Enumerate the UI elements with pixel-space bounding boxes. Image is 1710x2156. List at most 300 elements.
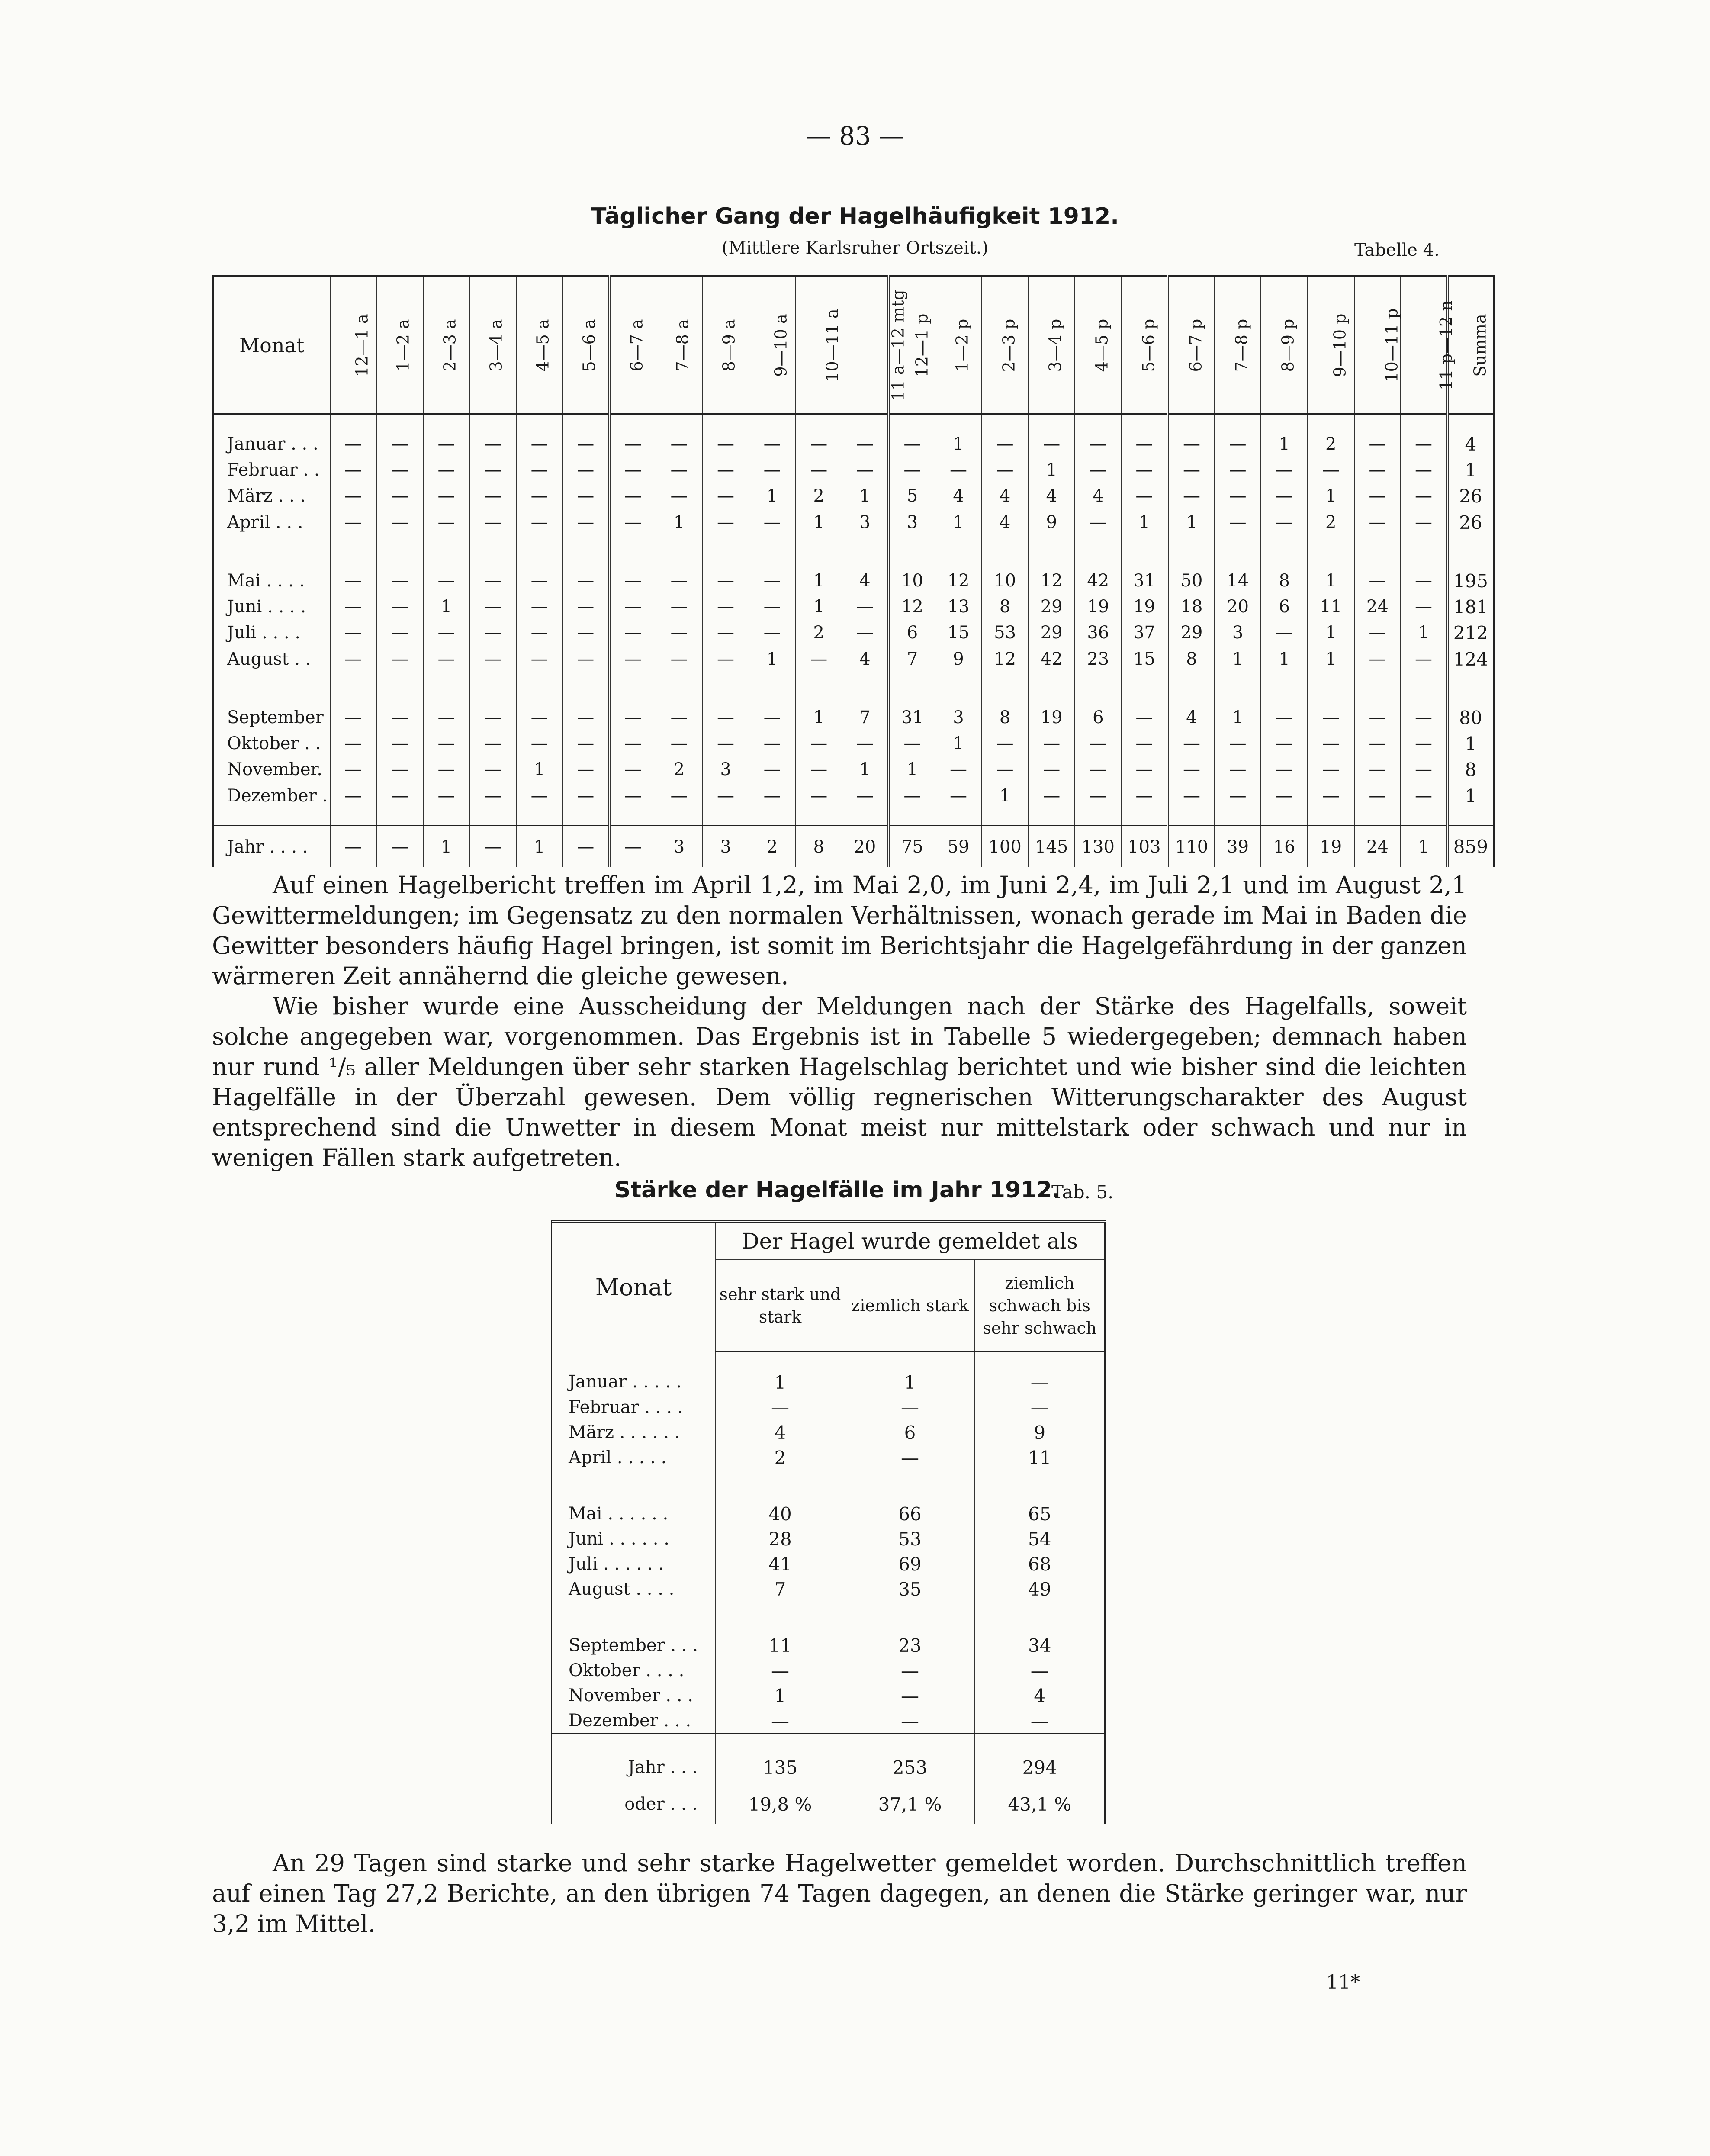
table4-value-cell: — bbox=[376, 826, 423, 868]
table4-value-cell: — bbox=[1401, 756, 1447, 782]
table4-value-cell: — bbox=[562, 756, 609, 782]
table4-value-cell: — bbox=[1075, 756, 1122, 782]
table4-value-cell: 1 bbox=[842, 756, 889, 782]
table4-value-cell: — bbox=[330, 730, 377, 756]
table4-row bbox=[213, 756, 1494, 782]
table4-value-cell: — bbox=[795, 457, 842, 483]
table5-value-cell: 28 bbox=[715, 1526, 845, 1551]
table4-value-cell: — bbox=[1215, 782, 1261, 826]
table4-value-cell: — bbox=[423, 688, 470, 730]
table5-month-cell: September . . . bbox=[569, 1635, 698, 1655]
table4-value-cell: — bbox=[1401, 646, 1447, 688]
table5-value-cell: 135 bbox=[715, 1734, 845, 1785]
table5-month-cell: Jahr . . . bbox=[551, 1734, 715, 1785]
table4-value-cell: — bbox=[330, 756, 377, 782]
table4-value-cell: — bbox=[423, 414, 470, 457]
table4-column-header: 1—2 a bbox=[376, 276, 423, 414]
table4-value-cell: 12 bbox=[935, 551, 982, 594]
table4-column-header: 8—9 p bbox=[1261, 276, 1308, 414]
table4-value-cell: 103 bbox=[1122, 826, 1168, 868]
table4-row bbox=[213, 457, 1494, 483]
table4-value-cell: — bbox=[516, 688, 563, 730]
paragraph-1: Auf einen Hagelbericht treffen im April 1,2, im Mai 2,0, im Juni 2,4, im Juli 2,1 und im August 2,1 Gewittermeldungen; im Gegensatz zu den normalen Verhältnissen, wonach gerade im Mai in Baden die Gewitter besonders häufig Hagel bringen, ist somit im Berichtsjahr die Hagelgefährdung in der ganzen wärmeren Zeit annähernd die gleiche gewesen. bbox=[212, 871, 1467, 990]
table4-value-cell: 1 bbox=[982, 782, 1029, 826]
table4-value-cell: 4 bbox=[1075, 483, 1122, 509]
table5-month-cell: Juli . . . . . . bbox=[569, 1554, 664, 1574]
table4-value-cell: — bbox=[702, 551, 749, 594]
table4-value-cell: — bbox=[1354, 483, 1401, 509]
table4-value-cell: — bbox=[1075, 509, 1122, 551]
table4-value-cell: 1 bbox=[749, 483, 796, 509]
table4-value-cell: 19 bbox=[1075, 594, 1122, 620]
table4-column-header: 10—11 a bbox=[795, 276, 842, 414]
table5-total-row bbox=[551, 1734, 1105, 1785]
table5-row bbox=[551, 1352, 1105, 1395]
table5-month-cell: oder . . . bbox=[624, 1794, 698, 1814]
table4-value-cell: — bbox=[1075, 730, 1122, 756]
table4-value-cell: 7 bbox=[889, 646, 935, 688]
table5-value-cell: — bbox=[975, 1708, 1105, 1734]
table4-value-cell: 3 bbox=[889, 509, 935, 551]
table4-value-cell: — bbox=[1028, 730, 1075, 756]
table5-col-weak: ziemlich schwach bis sehr schwach bbox=[975, 1260, 1105, 1352]
table4-value-cell: — bbox=[1215, 756, 1261, 782]
table4-value-cell: 110 bbox=[1168, 826, 1215, 868]
table4-value-cell: — bbox=[656, 551, 703, 594]
table4-value-cell: — bbox=[1401, 483, 1447, 509]
table4-month-cell: April . . . bbox=[227, 512, 303, 532]
table4-value-cell: 50 bbox=[1168, 551, 1215, 594]
table4-value-cell: 11 bbox=[1308, 594, 1354, 620]
table4-row bbox=[213, 414, 1494, 457]
table4-value-cell: 29 bbox=[1028, 620, 1075, 646]
table4-value-cell: — bbox=[749, 756, 796, 782]
table4-value-cell: — bbox=[330, 782, 377, 826]
table4-value-cell: 1 bbox=[1308, 551, 1354, 594]
table4-value-cell: — bbox=[795, 782, 842, 826]
table4-value-cell: — bbox=[423, 483, 470, 509]
table4-value-cell: — bbox=[330, 414, 377, 457]
table4-value-cell: 1 bbox=[1215, 688, 1261, 730]
table4-value-cell: — bbox=[469, 594, 516, 620]
table4-value-cell: — bbox=[562, 782, 609, 826]
table4-value-cell: — bbox=[330, 457, 377, 483]
table4-value-cell: 2 bbox=[795, 483, 842, 509]
table4-value-cell: 18 bbox=[1168, 594, 1215, 620]
table4-value-cell: — bbox=[1215, 414, 1261, 457]
table4-value-cell: — bbox=[469, 551, 516, 594]
table4-row bbox=[213, 594, 1494, 620]
table4-value-cell: 1 bbox=[935, 414, 982, 457]
table4-value-cell: 2 bbox=[749, 826, 796, 868]
table4-sum-cell: 26 bbox=[1447, 509, 1494, 551]
table4-column-header: 6—7 p bbox=[1168, 276, 1215, 414]
table4-value-cell: 1 bbox=[935, 509, 982, 551]
table4-value-cell: — bbox=[609, 826, 656, 868]
table4-value-cell: — bbox=[1401, 414, 1447, 457]
table4-month-cell: September bbox=[227, 708, 324, 727]
table4-value-cell: 15 bbox=[1122, 646, 1168, 688]
table5-value-cell: 6 bbox=[845, 1420, 975, 1445]
table4-value-cell: — bbox=[376, 620, 423, 646]
table4-value-cell: 1 bbox=[1401, 620, 1447, 646]
table4-value-cell: — bbox=[795, 756, 842, 782]
table4-value-cell: — bbox=[376, 551, 423, 594]
table4-sum-cell: 195 bbox=[1447, 551, 1494, 594]
table5-value-cell: 35 bbox=[845, 1577, 975, 1615]
table4-column-header: 11 a—12 mtg bbox=[842, 276, 889, 414]
table4-value-cell: — bbox=[1308, 730, 1354, 756]
table4-value-cell: — bbox=[702, 594, 749, 620]
table4-column-header: 2—3 p bbox=[982, 276, 1029, 414]
table4-value-cell: — bbox=[1122, 457, 1168, 483]
table4-value-cell: — bbox=[1215, 483, 1261, 509]
table4-value-cell: — bbox=[1122, 414, 1168, 457]
table4-value-cell: 1 bbox=[1308, 646, 1354, 688]
table4-value-cell: 1 bbox=[1215, 646, 1261, 688]
table4-value-cell: 1 bbox=[1401, 826, 1447, 868]
table4-value-cell: — bbox=[1401, 551, 1447, 594]
table4-value-cell: — bbox=[1354, 782, 1401, 826]
table4-value-cell: — bbox=[469, 782, 516, 826]
table4-value-cell: — bbox=[656, 646, 703, 688]
table4-sum-cell: 212 bbox=[1447, 620, 1494, 646]
table4-month-cell: Februar . . bbox=[227, 460, 320, 480]
table4-value-cell: — bbox=[330, 620, 377, 646]
table4-value-cell: — bbox=[469, 483, 516, 509]
table4-value-cell: — bbox=[702, 414, 749, 457]
table4-value-cell: — bbox=[376, 457, 423, 483]
table4-value-cell: — bbox=[702, 730, 749, 756]
table5-value-cell: 53 bbox=[845, 1526, 975, 1551]
table5-value-cell: 4 bbox=[975, 1683, 1105, 1708]
table4-value-cell: — bbox=[562, 688, 609, 730]
table5-value-cell: — bbox=[845, 1658, 975, 1683]
table4-value-cell: — bbox=[1168, 782, 1215, 826]
table5-value-cell: 1 bbox=[845, 1352, 975, 1395]
table4-value-cell: — bbox=[609, 620, 656, 646]
table4-value-cell: — bbox=[1028, 756, 1075, 782]
table4-value-cell: — bbox=[609, 594, 656, 620]
table5-value-cell: — bbox=[845, 1683, 975, 1708]
table5-month-cell: April . . . . . bbox=[569, 1448, 667, 1467]
table4-value-cell: — bbox=[842, 457, 889, 483]
table4-value-cell: 7 bbox=[842, 688, 889, 730]
table4-value-cell: — bbox=[1261, 688, 1308, 730]
table4-value-cell: 15 bbox=[935, 620, 982, 646]
table4-value-cell: — bbox=[609, 457, 656, 483]
table4-value-cell: — bbox=[889, 730, 935, 756]
table4-value-cell: — bbox=[749, 594, 796, 620]
table5-value-cell: 40 bbox=[715, 1484, 845, 1526]
table4-value-cell: — bbox=[1168, 730, 1215, 756]
table5-value-cell: 41 bbox=[715, 1551, 845, 1577]
table4-value-cell: — bbox=[842, 414, 889, 457]
table4-value-cell: — bbox=[1122, 483, 1168, 509]
table4-value-cell: 1 bbox=[795, 594, 842, 620]
table4-value-cell: — bbox=[469, 730, 516, 756]
table5-value-cell: — bbox=[715, 1658, 845, 1683]
table4-value-cell: 16 bbox=[1261, 826, 1308, 868]
table5-value-cell: 4 bbox=[715, 1420, 845, 1445]
table5-value-cell: 9 bbox=[975, 1420, 1105, 1445]
table5-row bbox=[551, 1445, 1105, 1484]
table4-value-cell: — bbox=[1168, 457, 1215, 483]
table4-value-cell: — bbox=[516, 594, 563, 620]
table4-value-cell: 1 bbox=[842, 483, 889, 509]
table4-value-cell: — bbox=[376, 782, 423, 826]
table4-value-cell: — bbox=[423, 509, 470, 551]
table4-value-cell: — bbox=[749, 457, 796, 483]
table5-month-cell: März . . . . . . bbox=[569, 1422, 680, 1442]
table4-column-header: 7—8 a bbox=[656, 276, 703, 414]
table5-row bbox=[551, 1420, 1105, 1445]
table4-sum-cell: 859 bbox=[1447, 826, 1494, 868]
table4-month-header: Monat bbox=[213, 276, 330, 414]
table5-value-cell: 2 bbox=[715, 1445, 845, 1484]
table4-value-cell: — bbox=[1168, 483, 1215, 509]
table4-value-cell: — bbox=[1075, 782, 1122, 826]
table5-value-cell: 294 bbox=[975, 1734, 1105, 1785]
table5-month-cell: Oktober . . . . bbox=[569, 1660, 685, 1680]
table4-value-cell: — bbox=[1401, 688, 1447, 730]
table4-value-cell: 24 bbox=[1354, 826, 1401, 868]
table5-month-cell: Mai . . . . . . bbox=[569, 1504, 669, 1524]
table4-month-cell: Januar . . . bbox=[227, 434, 318, 454]
table4-value-cell: — bbox=[423, 756, 470, 782]
table4-value-cell: — bbox=[1261, 756, 1308, 782]
table4-value-cell: — bbox=[656, 620, 703, 646]
table4-value-cell: — bbox=[609, 551, 656, 594]
table4-value-cell: — bbox=[982, 730, 1029, 756]
table4-column-header: 11 p—12 n bbox=[1401, 276, 1447, 414]
table4-value-cell: — bbox=[1028, 414, 1075, 457]
table4-value-cell: 20 bbox=[1215, 594, 1261, 620]
table4-value-cell: — bbox=[423, 646, 470, 688]
table4-value-cell: — bbox=[935, 756, 982, 782]
table4-value-cell: — bbox=[330, 551, 377, 594]
table4-column-header: 7—8 p bbox=[1215, 276, 1261, 414]
table5-col-strong: sehr stark und stark bbox=[715, 1260, 845, 1352]
table4-hourly-hail bbox=[212, 275, 1495, 867]
table4-value-cell: — bbox=[749, 730, 796, 756]
table4-value-cell: — bbox=[1401, 457, 1447, 483]
table4-value-cell: 19 bbox=[1028, 688, 1075, 730]
table4-value-cell: — bbox=[795, 414, 842, 457]
table4-value-cell: — bbox=[376, 646, 423, 688]
table4-value-cell: — bbox=[1122, 730, 1168, 756]
table4-value-cell: — bbox=[1354, 646, 1401, 688]
table4-value-cell: — bbox=[656, 594, 703, 620]
table4-value-cell: — bbox=[842, 782, 889, 826]
table5-row bbox=[551, 1395, 1105, 1420]
table5-value-cell: 253 bbox=[845, 1734, 975, 1785]
table4-value-cell: — bbox=[889, 782, 935, 826]
table4-value-cell: — bbox=[1168, 414, 1215, 457]
table4-value-cell: 6 bbox=[1075, 688, 1122, 730]
table4-value-cell: — bbox=[795, 730, 842, 756]
table4-value-cell: — bbox=[1261, 782, 1308, 826]
table4-total-row bbox=[213, 826, 1494, 868]
table5-value-cell: 68 bbox=[975, 1551, 1105, 1577]
table4-value-cell: 2 bbox=[795, 620, 842, 646]
table5-value-cell: — bbox=[975, 1395, 1105, 1420]
table5-value-cell: 1 bbox=[715, 1352, 845, 1395]
table5-value-cell: 34 bbox=[975, 1615, 1105, 1658]
table4-value-cell: — bbox=[376, 756, 423, 782]
table4-month-cell: Mai . . . . bbox=[227, 571, 305, 591]
table4-value-cell: 31 bbox=[889, 688, 935, 730]
table4-value-cell: — bbox=[1261, 730, 1308, 756]
table4-value-cell: — bbox=[1354, 414, 1401, 457]
table4-value-cell: — bbox=[469, 756, 516, 782]
table4-value-cell: 1 bbox=[423, 826, 470, 868]
table5-value-cell: 11 bbox=[715, 1615, 845, 1658]
table4-value-cell: 19 bbox=[1122, 594, 1168, 620]
table5-hail-strength bbox=[550, 1220, 1106, 1824]
table4-value-cell: 24 bbox=[1354, 594, 1401, 620]
table4-value-cell: — bbox=[376, 594, 423, 620]
table4-value-cell: — bbox=[330, 646, 377, 688]
table4-month-cell: November. bbox=[227, 759, 322, 779]
table4-value-cell: 42 bbox=[1075, 551, 1122, 594]
table4-value-cell: — bbox=[516, 414, 563, 457]
table4-value-cell: 3 bbox=[656, 826, 703, 868]
table5-value-cell: 65 bbox=[975, 1484, 1105, 1526]
table4-month-cell: Juni . . . . bbox=[227, 597, 306, 617]
table4-value-cell: — bbox=[656, 688, 703, 730]
table4-value-cell: 4 bbox=[935, 483, 982, 509]
table4-value-cell: 4 bbox=[982, 509, 1029, 551]
table4-value-cell: — bbox=[376, 730, 423, 756]
table5-value-cell: — bbox=[715, 1395, 845, 1420]
table5-month-cell: Juni . . . . . . bbox=[569, 1529, 669, 1549]
table5-row bbox=[551, 1577, 1105, 1615]
table4-value-cell: — bbox=[1354, 756, 1401, 782]
table4-value-cell: — bbox=[1261, 483, 1308, 509]
table4-column-header: 4—5 a bbox=[516, 276, 563, 414]
table4-value-cell: 1 bbox=[656, 509, 703, 551]
table4-value-cell: — bbox=[469, 414, 516, 457]
table4-month-cell: Oktober . . bbox=[227, 734, 321, 753]
table4-value-cell: 1 bbox=[795, 509, 842, 551]
table5-value-cell: — bbox=[845, 1708, 975, 1734]
table4-value-cell: 1 bbox=[516, 826, 563, 868]
table5-month-cell: August . . . . bbox=[569, 1579, 675, 1599]
table4-value-cell: — bbox=[1401, 730, 1447, 756]
table4-value-cell: 130 bbox=[1075, 826, 1122, 868]
table4-value-cell: 1 bbox=[1261, 646, 1308, 688]
table4-value-cell: 1 bbox=[1168, 509, 1215, 551]
table4-value-cell: — bbox=[1308, 688, 1354, 730]
table4-value-cell: 3 bbox=[935, 688, 982, 730]
table4-value-cell: — bbox=[423, 457, 470, 483]
table4-value-cell: — bbox=[1261, 509, 1308, 551]
table4-value-cell: — bbox=[562, 509, 609, 551]
table4-value-cell: — bbox=[330, 688, 377, 730]
table4-value-cell: 39 bbox=[1215, 826, 1261, 868]
table4-value-cell: 4 bbox=[842, 646, 889, 688]
table4-value-cell: — bbox=[702, 646, 749, 688]
table5-value-cell: 69 bbox=[845, 1551, 975, 1577]
table5-month-cell: Dezember . . . bbox=[569, 1711, 691, 1731]
table4-column-header: 10—11 p bbox=[1354, 276, 1401, 414]
table5-row bbox=[551, 1484, 1105, 1526]
table5-col-medium: ziemlich stark bbox=[845, 1260, 975, 1352]
table4-value-cell: 1 bbox=[795, 688, 842, 730]
table4-column-header: 9—10 p bbox=[1308, 276, 1354, 414]
table4-value-cell: — bbox=[656, 457, 703, 483]
table4-value-cell: 8 bbox=[982, 688, 1029, 730]
table5-month-cell: Februar . . . . bbox=[569, 1397, 683, 1417]
table5-value-cell: 66 bbox=[845, 1484, 975, 1526]
table4-value-cell: — bbox=[609, 730, 656, 756]
table4-value-cell: — bbox=[982, 756, 1029, 782]
table4-value-cell: — bbox=[423, 551, 470, 594]
table4-value-cell: 2 bbox=[1308, 509, 1354, 551]
table4-value-cell: — bbox=[516, 509, 563, 551]
table5-value-cell: — bbox=[715, 1708, 845, 1734]
table4-column-header: 8—9 a bbox=[702, 276, 749, 414]
table4-value-cell: — bbox=[376, 688, 423, 730]
table4-value-cell: — bbox=[1075, 457, 1122, 483]
table4-value-cell: — bbox=[935, 782, 982, 826]
sheet-signature: 11* bbox=[1326, 1971, 1360, 1993]
table4-value-cell: — bbox=[1215, 457, 1261, 483]
table4-value-cell: 1 bbox=[1122, 509, 1168, 551]
table4-value-cell: — bbox=[749, 620, 796, 646]
table4-value-cell: 1 bbox=[516, 756, 563, 782]
table4-value-cell: 12 bbox=[982, 646, 1029, 688]
table4-value-cell: — bbox=[609, 646, 656, 688]
table5-month-header: Monat bbox=[595, 1273, 672, 1301]
table4-value-cell: 12 bbox=[1028, 551, 1075, 594]
table4-value-cell: — bbox=[1215, 509, 1261, 551]
table4-value-cell: — bbox=[609, 688, 656, 730]
table4-value-cell: 4 bbox=[982, 483, 1029, 509]
table4-column-header: 2—3 a bbox=[423, 276, 470, 414]
table4-row bbox=[213, 551, 1494, 594]
table4-value-cell: — bbox=[702, 688, 749, 730]
table4-value-cell: — bbox=[702, 620, 749, 646]
paragraph-2: Wie bisher wurde eine Ausscheidung der Meldungen nach der Stärke des Hagelfalls, soweit solche angegeben war, vorgenommen. Das Ergebnis ist in Tabelle 5 wiedergegeben; demnach haben nur rund ¹/₅ aller Meldungen über sehr starken Hagelschlag berichtet und wie bisher sind die leichten Hagelfälle in der Überzahl gewesen. Dem völlig regnerischen Witterungscharakter des August entsprechend sind die Unwetter in diesem Monat meist nur mittelstark oder schwach und nur in wenigen Fällen stark aufgetreten. bbox=[212, 992, 1467, 1171]
table4-row bbox=[213, 646, 1494, 688]
table4-sum-cell: 8 bbox=[1447, 756, 1494, 782]
table5-value-cell: 37,1 % bbox=[845, 1785, 975, 1824]
table4-row bbox=[213, 730, 1494, 756]
table4-value-cell: 13 bbox=[935, 594, 982, 620]
table4-label: Tabelle 4. bbox=[1354, 240, 1440, 260]
table4-value-cell: 42 bbox=[1028, 646, 1075, 688]
table4-subtitle: (Mittlere Karlsruher Ortszeit.) bbox=[721, 238, 989, 258]
table4-value-cell: — bbox=[423, 782, 470, 826]
table4-value-cell: 1 bbox=[889, 756, 935, 782]
table4-value-cell: — bbox=[1354, 457, 1401, 483]
table4-value-cell: 20 bbox=[842, 826, 889, 868]
table5-label: Tab. 5. bbox=[1051, 1181, 1114, 1203]
table4-value-cell: — bbox=[516, 646, 563, 688]
table4-value-cell: 53 bbox=[982, 620, 1029, 646]
table4-value-cell: — bbox=[609, 756, 656, 782]
table4-value-cell: — bbox=[702, 782, 749, 826]
table4-value-cell: — bbox=[330, 509, 377, 551]
table4-column-header: 3—4 a bbox=[469, 276, 516, 414]
table4-month-cell: August . . bbox=[227, 649, 311, 669]
table5-value-cell: 23 bbox=[845, 1615, 975, 1658]
table4-value-cell: — bbox=[749, 509, 796, 551]
table4-value-cell: 1 bbox=[1261, 414, 1308, 457]
table5-row bbox=[551, 1526, 1105, 1551]
